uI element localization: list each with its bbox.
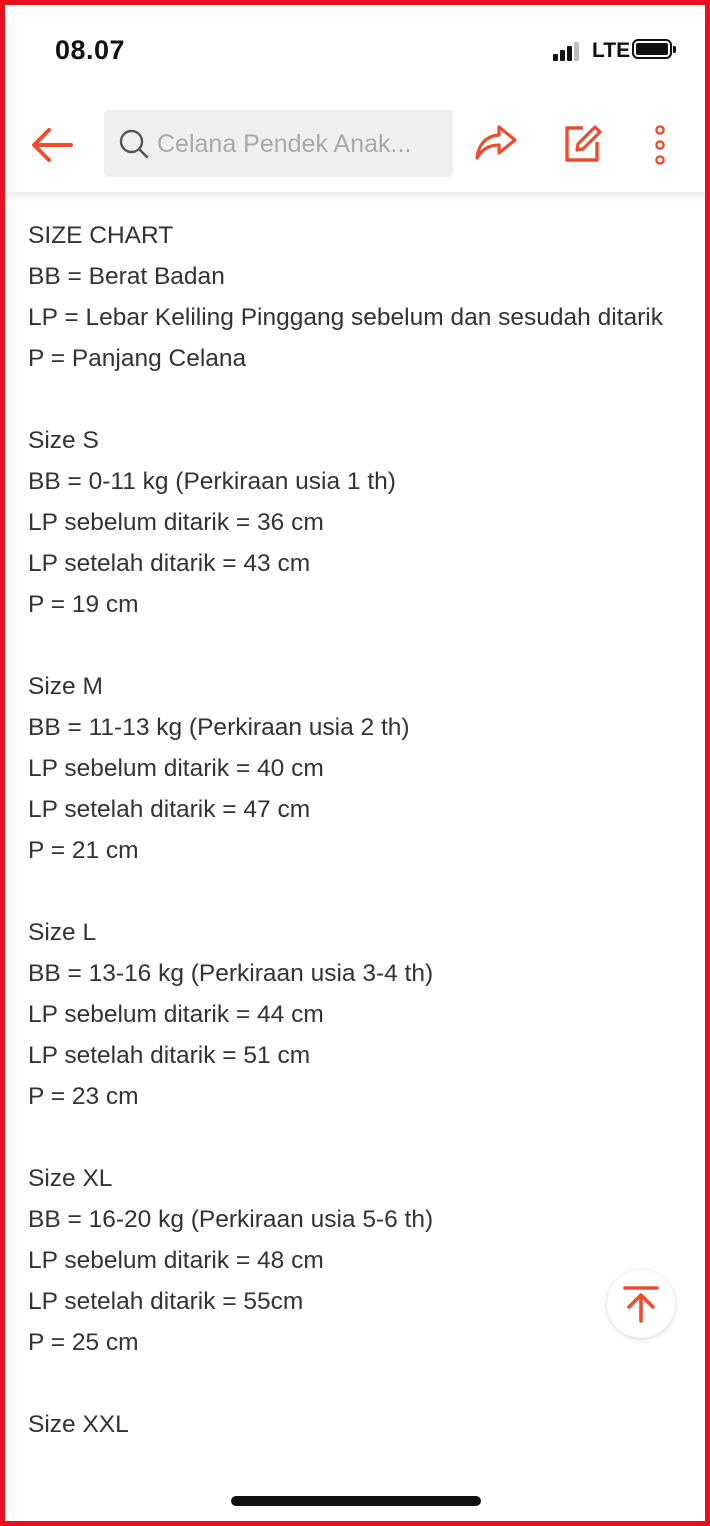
size-line: LP setelah ditarik = 55cm xyxy=(28,1288,304,1315)
size-line: LP sebelum ditarik = 36 cm xyxy=(28,509,324,536)
size-title: Size XL xyxy=(28,1165,113,1192)
home-indicator[interactable] xyxy=(231,1496,481,1506)
search-icon xyxy=(118,128,150,160)
back-arrow-icon xyxy=(25,118,77,170)
share-button[interactable] xyxy=(471,118,521,168)
size-title: Size L xyxy=(28,919,97,946)
battery-icon xyxy=(632,39,672,59)
status-time: 08.07 xyxy=(55,35,126,65)
back-button[interactable] xyxy=(25,118,77,170)
size-title: Size S xyxy=(28,427,99,454)
header-shadow xyxy=(5,192,705,202)
share-icon xyxy=(471,118,521,168)
search-placeholder: Celana Pendek Anak... xyxy=(157,130,412,158)
size-line: P = 21 cm xyxy=(28,837,139,864)
size-line: LP sebelum ditarik = 40 cm xyxy=(28,755,324,782)
size-line: LP setelah ditarik = 51 cm xyxy=(28,1042,311,1069)
size-line: LP setelah ditarik = 47 cm xyxy=(28,796,311,823)
edit-icon xyxy=(559,120,605,166)
size-line: LP sebelum ditarik = 48 cm xyxy=(28,1247,324,1274)
arrow-up-icon xyxy=(621,1284,661,1324)
size-line: P = 25 cm xyxy=(28,1329,139,1356)
size-line: BB = 16-20 kg (Perkiraan usia 5-6 th) xyxy=(28,1206,434,1233)
size-title-partial: Size XXL xyxy=(28,1411,129,1438)
size-chart-heading: SIZE CHART xyxy=(28,222,174,249)
legend-lp: LP = Lebar Keliling Pinggang sebelum dan sesudah ditarik xyxy=(28,304,663,331)
signal-icon xyxy=(553,41,583,61)
network-label: LTE xyxy=(592,39,631,62)
app-header xyxy=(5,100,705,192)
scroll-to-top-button[interactable] xyxy=(607,1270,675,1338)
legend-p: P = Panjang Celana xyxy=(28,345,247,372)
more-vertical-icon xyxy=(645,120,675,170)
more-button[interactable] xyxy=(645,120,675,170)
size-line: LP setelah ditarik = 43 cm xyxy=(28,550,311,577)
size-line: BB = 11-13 kg (Perkiraan usia 2 th) xyxy=(28,714,410,741)
product-description xyxy=(5,202,705,1460)
size-line: LP sebelum ditarik = 44 cm xyxy=(28,1001,324,1028)
size-line: P = 23 cm xyxy=(28,1083,139,1110)
search-input[interactable] xyxy=(104,110,453,177)
size-line: P = 19 cm xyxy=(28,591,139,618)
size-line: BB = 13-16 kg (Perkiraan usia 3-4 th) xyxy=(28,960,434,987)
description-text xyxy=(5,202,668,1445)
size-title: Size M xyxy=(28,673,103,700)
legend-bb: BB = Berat Badan xyxy=(28,263,225,290)
edit-button[interactable] xyxy=(559,120,605,166)
status-bar xyxy=(5,5,705,100)
size-line: BB = 0-11 kg (Perkiraan usia 1 th) xyxy=(28,468,396,495)
